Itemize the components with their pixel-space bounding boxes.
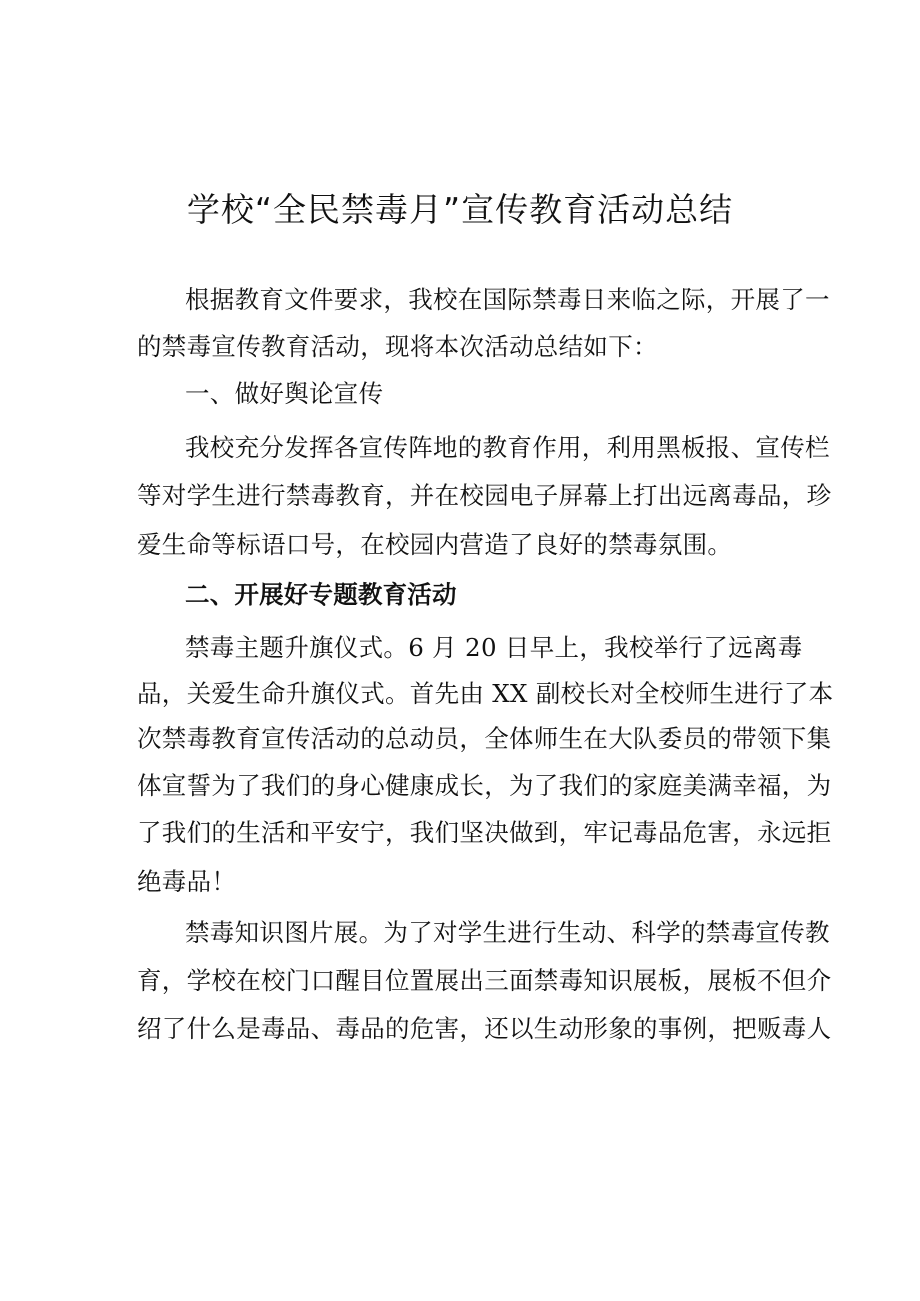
section-2-para-1-line-6: 绝毒品！ [137,867,237,896]
section-2-heading: 二、开展好专题教育活动 [185,580,457,609]
section-2-para-1-line-2: 品，关爱生命升旗仪式。首先由 XX 副校长对全校师生进行了本 [137,679,834,708]
section-1-line-1: 我校充分发挥各宣传阵地的教育作用，利用黑板报、宣传栏 [185,433,830,462]
section-1-line-2: 等对学生进行禁毒教育，并在校园电子屏幕上打出远离毒品，珍 [137,481,832,510]
section-2-para-1-line-4: 体宣誓为了我们的身心健康成长，为了我们的家庭美满幸福，为 [137,771,832,800]
section-2-para-2-line-3: 绍了什么是毒品、毒品的危害，还以生动形象的事例，把贩毒人 [137,1014,832,1043]
intro-line-2: 的禁毒宣传教育活动，现将本次活动总结如下： [137,332,658,361]
section-2-para-1-line-5: 了我们的生活和平安宁，我们坚决做到，牢记毒品危害，永远拒 [137,818,832,847]
document-title: 学校“全民禁毒月”宣传教育活动总结 [186,190,734,229]
section-2-para-1-line-3: 次禁毒教育宣传活动的总动员，全体师生在大队委员的带领下集 [137,724,832,753]
section-2-para-2-line-2: 育，学校在校门口醒目位置展出三面禁毒知识展板，展板不但介 [137,966,832,995]
section-2-para-1-line-1: 禁毒主题升旗仪式。6 月 20 日早上，我校举行了远离毒 [185,633,803,662]
section-2-para-2-line-1: 禁毒知识图片展。为了对学生进行生动、科学的禁毒宣传教 [185,918,830,947]
intro-line-1: 根据教育文件要求，我校在国际禁毒日来临之际，开展了一 [185,285,830,314]
section-1-heading: 一、做好舆论宣传 [185,379,384,408]
section-1-line-3: 爱生命等标语口号，在校园内营造了良好的禁毒氛围。 [137,530,733,559]
